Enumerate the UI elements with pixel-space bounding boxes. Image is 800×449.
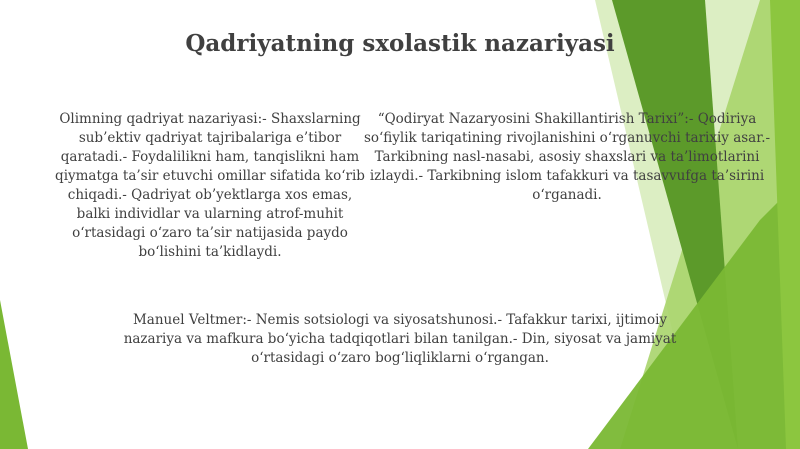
bottom-text-block: Manuel Veltmer:- Nemis sotsiologi va siyosatshunosi.- Tafakkur tarixi, ijtimoiy nazariya va mafkura bo‘yicha tadqiqotlari bilan tanilgan.- Din, siyosat va jamiyat o‘rtasidagi o‘zaro bog‘liqliklarni o‘rgangan. xyxy=(123,312,677,366)
slide-title: Qadriyatning sxolastik nazariyasi xyxy=(185,30,615,57)
left-text-block: Olimning qadriyat nazariyasi:- Shaxslarning sub’ektiv qadriyat tajribalariga e’tibor qaratadi.- Foydalilikni ham, tanqislikni ham qiymatga ta’sir etuvchi omillar sifatida ko‘rib chiqadi.- Qadriyat ob’yektlarga xos emas, balki individlar va ularning atrof-muhit o‘rtasidagi o‘zaro ta’sir natijasida paydo bo‘lishini ta’kidlaydi. xyxy=(55,111,365,260)
left-edge-strip xyxy=(0,300,28,449)
right-text-block: “Qodiryat Nazaryosini Shakillantirish Tarixi”:- Qodiriya so‘fiylik tariqatining rivojlanishini o‘rganuvchi tarixiy asar.- Tarkibning nasl-nasabi, asosiy shaxslari va ta’limotlarini izlaydi.- Tarkibning islom tafakkuri va tasavvufga ta’sirini o‘rganadi. xyxy=(363,111,771,203)
